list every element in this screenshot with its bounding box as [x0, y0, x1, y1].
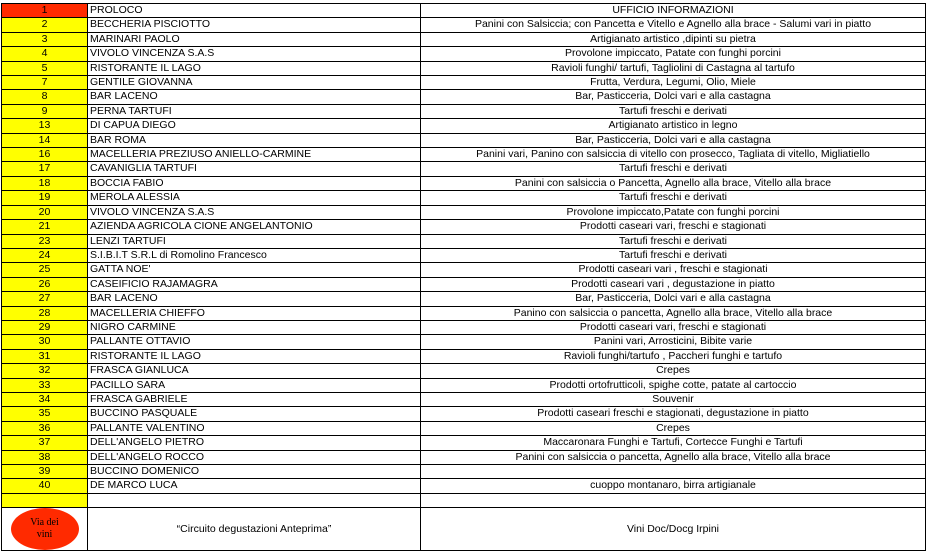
products-cell: Tartufi freschi e derivati	[421, 191, 926, 205]
exhibitor-name-cell: PACILLO SARA	[88, 378, 421, 392]
stand-number-cell: 27	[2, 292, 88, 306]
table-row	[2, 234, 926, 248]
stand-number-cell: 16	[2, 148, 88, 162]
table-row	[2, 104, 926, 118]
products-cell: Prodotti caseari vari , degustazione in piatto	[421, 277, 926, 291]
table-row	[2, 436, 926, 450]
table-row	[2, 465, 926, 479]
stand-number-cell: 1	[2, 4, 88, 18]
products-cell: Panini vari, Arrosticini, Bibite varie	[421, 335, 926, 349]
products-cell: Prodotti caseari freschi e stagionati, degustazione in piatto	[421, 407, 926, 421]
exhibitor-name-cell: DE MARCO LUCA	[88, 479, 421, 493]
stand-number-cell: 28	[2, 306, 88, 320]
products-cell: cuoppo montanaro, birra artigianale	[421, 479, 926, 493]
exhibitor-name-cell: LENZI TARTUFI	[88, 234, 421, 248]
products-cell: Bar, Pasticceria, Dolci vari e alla castagna	[421, 90, 926, 104]
table-row	[2, 119, 926, 133]
stand-number-cell: 26	[2, 277, 88, 291]
exhibitor-name-cell: FRASCA GABRIELE	[88, 392, 421, 406]
exhibitor-name-cell: VIVOLO VINCENZA S.A.S	[88, 205, 421, 219]
products-cell: Artigianato artistico in legno	[421, 119, 926, 133]
via-dei-vini-badge	[11, 508, 79, 550]
products-cell: Prodotti caseari vari, freschi e stagionati	[421, 220, 926, 234]
products-cell: Ravioli funghi/ tartufi, Tagliolini di Castagna al tartufo	[421, 61, 926, 75]
exhibitor-name-cell: FRASCA GIANLUCA	[88, 364, 421, 378]
products-cell: Panini con Salsiccia; con Pancetta e Vitello e Agnello alla brace - Salumi vari in piatto	[421, 18, 926, 32]
stand-number-cell: 25	[2, 263, 88, 277]
products-cell: Panino con salsiccia o pancetta, Agnello alla brace, Vitello alla brace	[421, 306, 926, 320]
products-cell: Panini con salsiccia o pancetta, Agnello alla brace, Vitello alla brace	[421, 450, 926, 464]
products-cell: Tartufi freschi e derivati	[421, 248, 926, 262]
table-row	[2, 263, 926, 277]
exhibitor-name-cell: PALLANTE VALENTINO	[88, 421, 421, 435]
table-row	[2, 335, 926, 349]
stand-number-cell: 31	[2, 349, 88, 363]
table-row	[2, 320, 926, 334]
products-cell: Bar, Pasticceria, Dolci vari e alla castagna	[421, 292, 926, 306]
exhibitor-name-cell: BAR ROMA	[88, 133, 421, 147]
stand-number-cell: 20	[2, 205, 88, 219]
exhibitor-name-cell: BECCHERIA PISCIOTTO	[88, 18, 421, 32]
stand-number-cell: 7	[2, 76, 88, 90]
table-row	[2, 292, 926, 306]
table-row	[2, 479, 926, 493]
stand-number-cell: 14	[2, 133, 88, 147]
table-row	[2, 148, 926, 162]
exhibitor-name-cell: CASEIFICIO RAJAMAGRA	[88, 277, 421, 291]
exhibitor-name-cell: MARINARI PAOLO	[88, 32, 421, 46]
table-row	[2, 133, 926, 147]
exhibitor-name-cell: GATTA NOE'	[88, 263, 421, 277]
products-cell: Prodotti caseari vari , freschi e stagionati	[421, 263, 926, 277]
exhibitor-name-cell: MACELLERIA CHIEFFO	[88, 306, 421, 320]
stand-number-cell: 17	[2, 162, 88, 176]
badge-line-2: vini	[36, 529, 53, 541]
exhibitor-name-cell: RISTORANTE IL LAGO	[88, 61, 421, 75]
exhibitor-name-cell: AZIENDA AGRICOLA CIONE ANGELANTONIO	[88, 220, 421, 234]
products-cell: Panini vari, Panino con salsiccia di vitello con prosecco, Tagliata di vitello, Migliatiello	[421, 148, 926, 162]
empty-row	[2, 493, 926, 507]
table-row	[2, 76, 926, 90]
exhibitor-name-cell: PROLOCO	[88, 4, 421, 18]
products-cell: Panini con salsiccia o Pancetta, Agnello alla brace, Vitello alla brace	[421, 176, 926, 190]
exhibitor-name-cell: DELL'ANGELO ROCCO	[88, 450, 421, 464]
products-cell: Provolone impiccato, Patate con funghi porcini	[421, 47, 926, 61]
circuit-label: “Circuito degustazioni Anteprima”	[88, 508, 421, 551]
stand-number-cell: 37	[2, 436, 88, 450]
stand-number-cell: 36	[2, 421, 88, 435]
empty-name-cell	[88, 493, 421, 507]
products-cell: Crepes	[421, 421, 926, 435]
table-row	[2, 47, 926, 61]
stand-number-cell: 29	[2, 320, 88, 334]
stand-number-cell: 4	[2, 47, 88, 61]
products-cell: Provolone impiccato,Patate con funghi porcini	[421, 205, 926, 219]
products-cell: Tartufi freschi e derivati	[421, 162, 926, 176]
table-row	[2, 364, 926, 378]
exhibitor-name-cell: BUCCINO DOMENICO	[88, 465, 421, 479]
table-row	[2, 450, 926, 464]
stand-number-cell: 38	[2, 450, 88, 464]
table-row	[2, 277, 926, 291]
products-cell: Tartufi freschi e derivati	[421, 234, 926, 248]
table-row	[2, 392, 926, 406]
stand-number-cell: 21	[2, 220, 88, 234]
products-cell: UFFICIO INFORMAZIONI	[421, 4, 926, 18]
exhibitor-name-cell: DI CAPUA DIEGO	[88, 119, 421, 133]
stand-number-cell: 33	[2, 378, 88, 392]
products-cell: Prodotti ortofrutticoli, spighe cotte, patate al cartoccio	[421, 378, 926, 392]
stand-number-cell: 13	[2, 119, 88, 133]
stand-number-cell: 39	[2, 465, 88, 479]
table-row	[2, 32, 926, 46]
table-row	[2, 90, 926, 104]
exhibitor-name-cell: DELL'ANGELO PIETRO	[88, 436, 421, 450]
table-row	[2, 176, 926, 190]
stand-number-cell: 23	[2, 234, 88, 248]
exhibitor-name-cell: NIGRO CARMINE	[88, 320, 421, 334]
products-cell: Ravioli funghi/tartufo , Paccheri funghi e tartufo	[421, 349, 926, 363]
products-cell	[421, 465, 926, 479]
table-row	[2, 220, 926, 234]
products-cell: Maccaronara Funghi e Tartufi, Cortecce Funghi e Tartufi	[421, 436, 926, 450]
stand-number-cell: 3	[2, 32, 88, 46]
table-row	[2, 248, 926, 262]
empty-desc-cell	[421, 493, 926, 507]
exhibitor-name-cell: MEROLA ALESSIA	[88, 191, 421, 205]
exhibitor-name-cell: MACELLERIA PREZIUSO ANIELLO-CARMINE	[88, 148, 421, 162]
table-row	[2, 421, 926, 435]
exhibitor-name-cell: BUCCINO PASQUALE	[88, 407, 421, 421]
table-row	[2, 191, 926, 205]
table-row	[2, 18, 926, 32]
stand-number-cell: 24	[2, 248, 88, 262]
products-cell: Artigianato artistico ,dipinti su pietra	[421, 32, 926, 46]
footer-row	[2, 508, 926, 551]
badge-line-1: Via dei	[30, 517, 59, 529]
products-cell: Bar, Pasticceria, Dolci vari e alla castagna	[421, 133, 926, 147]
stand-number-cell: 30	[2, 335, 88, 349]
exhibitor-name-cell: BAR LACENO	[88, 292, 421, 306]
products-cell: Souvenir	[421, 392, 926, 406]
table-row	[2, 378, 926, 392]
stand-number-cell: 5	[2, 61, 88, 75]
table-row	[2, 205, 926, 219]
stand-number-cell: 35	[2, 407, 88, 421]
products-cell: Tartufi freschi e derivati	[421, 104, 926, 118]
exhibitor-name-cell: BOCCIA FABIO	[88, 176, 421, 190]
exhibitor-name-cell: CAVANIGLIA TARTUFI	[88, 162, 421, 176]
table-row	[2, 162, 926, 176]
stand-number-cell: 34	[2, 392, 88, 406]
exhibitor-name-cell: S.I.B.I.T S.R.L di Romolino Francesco	[88, 248, 421, 262]
table-row	[2, 4, 926, 18]
stand-number-cell: 40	[2, 479, 88, 493]
stand-number-cell: 9	[2, 104, 88, 118]
stand-number-cell: 18	[2, 176, 88, 190]
table-row	[2, 407, 926, 421]
exhibitor-name-cell: RISTORANTE IL LAGO	[88, 349, 421, 363]
stand-number-cell: 19	[2, 191, 88, 205]
exhibitor-table	[1, 3, 926, 551]
exhibitor-name-cell: VIVOLO VINCENZA S.A.S	[88, 47, 421, 61]
stand-number-cell: 2	[2, 18, 88, 32]
badge-cell	[2, 508, 88, 551]
exhibitor-name-cell: GENTILE GIOVANNA	[88, 76, 421, 90]
table-row	[2, 61, 926, 75]
stand-number-cell: 32	[2, 364, 88, 378]
stand-number-cell: 8	[2, 90, 88, 104]
table-body	[2, 4, 926, 494]
products-cell: Frutta, Verdura, Legumi, Olio, Miele	[421, 76, 926, 90]
exhibitor-name-cell: BAR LACENO	[88, 90, 421, 104]
wines-label: Vini Doc/Docg Irpini	[421, 508, 926, 551]
empty-number-cell	[2, 493, 88, 507]
table-row	[2, 306, 926, 320]
exhibitor-name-cell: PERNA TARTUFI	[88, 104, 421, 118]
products-cell: Prodotti caseari vari, freschi e stagionati	[421, 320, 926, 334]
table-row	[2, 349, 926, 363]
products-cell: Crepes	[421, 364, 926, 378]
exhibitor-name-cell: PALLANTE OTTAVIO	[88, 335, 421, 349]
